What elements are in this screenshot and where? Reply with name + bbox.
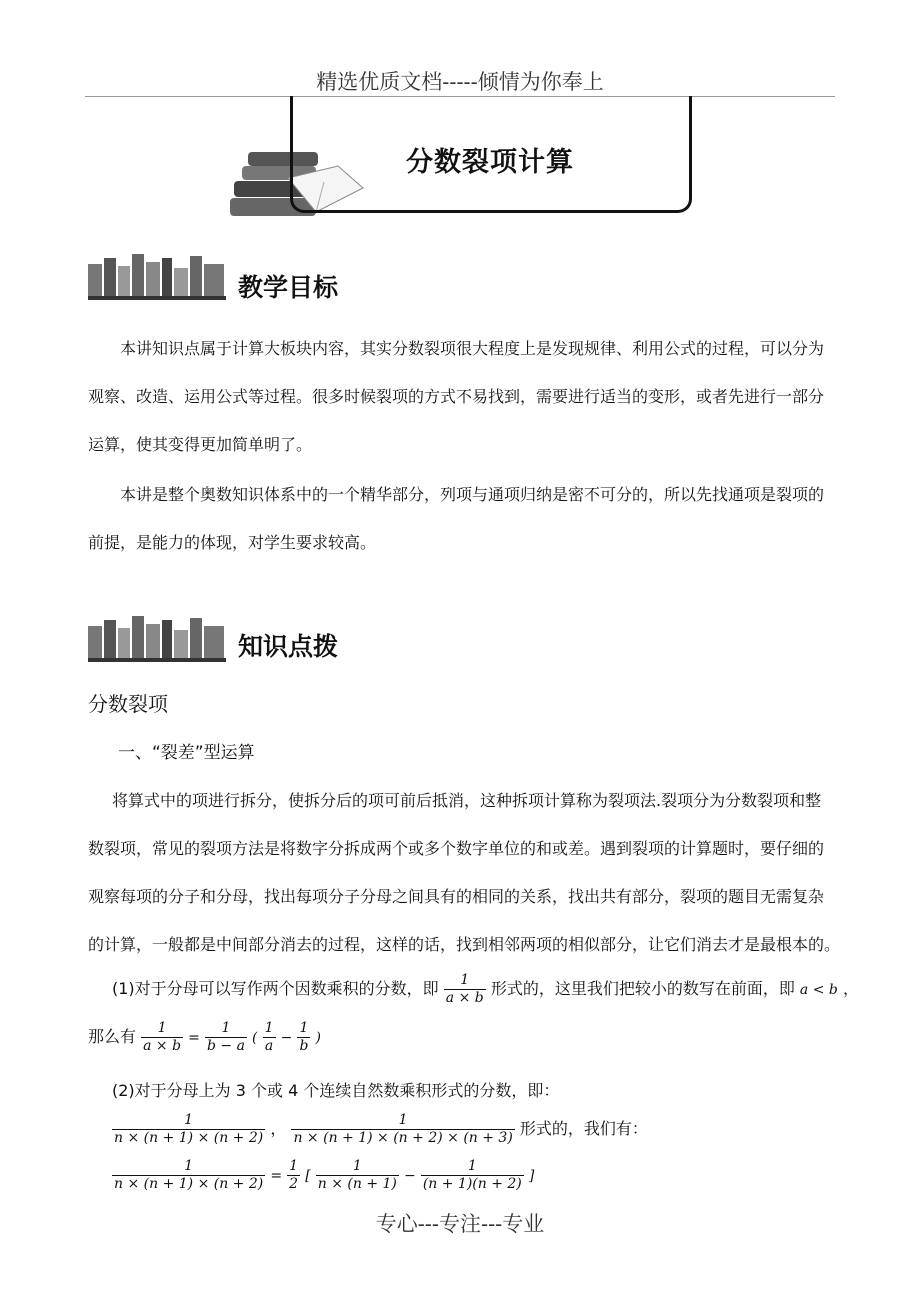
rule1-prefix: (1)对于分母可以写作两个因数乘积的分数，即 bbox=[112, 979, 439, 998]
rule2-fraction-1: $\frac{1}{n \times (n + 1) \times (n + 2)}$ bbox=[114, 1112, 264, 1146]
intro-line-3: 观察每项的分子和分母，找出每项分子分母之间具有的相同的关系，找出共有部分，裂项的题目无需复杂 bbox=[88, 887, 825, 906]
rule1-lhs-fraction: $\frac{1}{a \times b}$ bbox=[143, 1020, 182, 1054]
rule1-fraction: $\frac{1}{a \times b}$ bbox=[445, 972, 484, 1006]
sub-subheading: 一、“裂差”型运算 bbox=[118, 743, 255, 763]
goals-line-2: 观察、改造、运用公式等过程。很多时候裂项的方式不易找到，需要进行适当的变形，或者先进行一部分 bbox=[88, 387, 825, 406]
rule1-term-b: $\frac{1}{b}$ bbox=[299, 1020, 309, 1054]
rule2-half: $\frac{1}{2}$ bbox=[289, 1158, 299, 1192]
section-heading-knowledge: 知识点拨 bbox=[238, 632, 339, 661]
rule1-coef-fraction: $\frac{1}{b - a}$ bbox=[206, 1020, 245, 1054]
rule2-line1: (2)对于分母上为 3 个或 4 个连续自然数乘积形式的分数，即： bbox=[112, 1081, 560, 1100]
rule2-suffix: 形式的，我们有： bbox=[519, 1119, 648, 1138]
goals-line-5: 前提，是能力的体现，对学生要求较高。 bbox=[88, 533, 377, 552]
rule1-line2-prefix: 那么有 bbox=[88, 1027, 137, 1046]
subheading: 分数裂项 bbox=[88, 692, 168, 716]
rule2-term-1: $\frac{1}{n \times (n + 1)}$ bbox=[317, 1158, 397, 1192]
page-header: 精选优质文档-----倾情为你奉上 bbox=[316, 70, 604, 94]
page-footer: 专心---专注---专业 bbox=[375, 1212, 545, 1236]
goals-line-4: 本讲是整个奥数知识体系中的一个精华部分，列项与通项归纳是密不可分的，所以先找通项是裂项的 bbox=[120, 485, 825, 504]
rule2-fraction-2: $\frac{1}{n \times (n + 1) \times (n + 2) \times (n + 3)}$ bbox=[293, 1112, 513, 1146]
intro-line-1: 将算式中的项进行拆分，使拆分后的项可前后抵消，这种拆项计算称为裂项法.裂项分为分数裂项和整 bbox=[112, 791, 822, 810]
rule2-term-2: $\frac{1}{(n + 1)(n + 2)}$ bbox=[422, 1158, 522, 1192]
intro-line-4: 的计算，一般都是中间部分消去的过程，这样的话，找到相邻两项的相似部分，让它们消去才是最根本的。 bbox=[88, 935, 841, 954]
rule1-line2: 那么有 $\frac{1}{a \times b}$ = $\frac{1}{b - a}$ ( $\frac{1}{a}$ − $\frac{1}{b}$ ) bbox=[88, 1020, 321, 1054]
rule2-lhs-fraction: $\frac{1}{n \times (n + 1) \times (n + 2)}$ bbox=[114, 1158, 264, 1192]
goals-line-1: 本讲知识点属于计算大板块内容，其实分数裂项很大程度上是发现规律、利用公式的过程，可以分为 bbox=[120, 339, 825, 358]
section-heading-goals: 教学目标 bbox=[238, 273, 339, 302]
rule1-condition: a < b bbox=[799, 982, 838, 998]
intro-line-2: 数裂项，常见的裂项方法是将数字分拆成两个或多个数字单位的和或差。遇到裂项的计算题时，要仔细的 bbox=[88, 839, 825, 858]
section-books-icon bbox=[88, 252, 228, 300]
section-books-icon bbox=[88, 614, 228, 662]
rule1-middle: 形式的，这里我们把较小的数写在前面，即 bbox=[490, 979, 795, 998]
rule2-formula: $\frac{1}{n \times (n + 1) \times (n + 2)}$ = $\frac{1}{2}$ [ $\frac{1}{n \times (n + 1)}$ − $\frac{1}{(n + 1)(n + 2)}$ ] bbox=[114, 1158, 535, 1192]
rule1-term-a: $\frac{1}{a}$ bbox=[264, 1020, 274, 1054]
document-title: 分数裂项计算 bbox=[406, 147, 574, 178]
rule2-line2 bbox=[112, 1112, 648, 1147]
rule1-line1 bbox=[112, 972, 859, 1007]
goals-line-3: 运算，使其变得更加简单明了。 bbox=[88, 435, 313, 454]
rule2-separator: ， bbox=[270, 1119, 287, 1138]
rule1-suffix: ， bbox=[842, 979, 859, 998]
